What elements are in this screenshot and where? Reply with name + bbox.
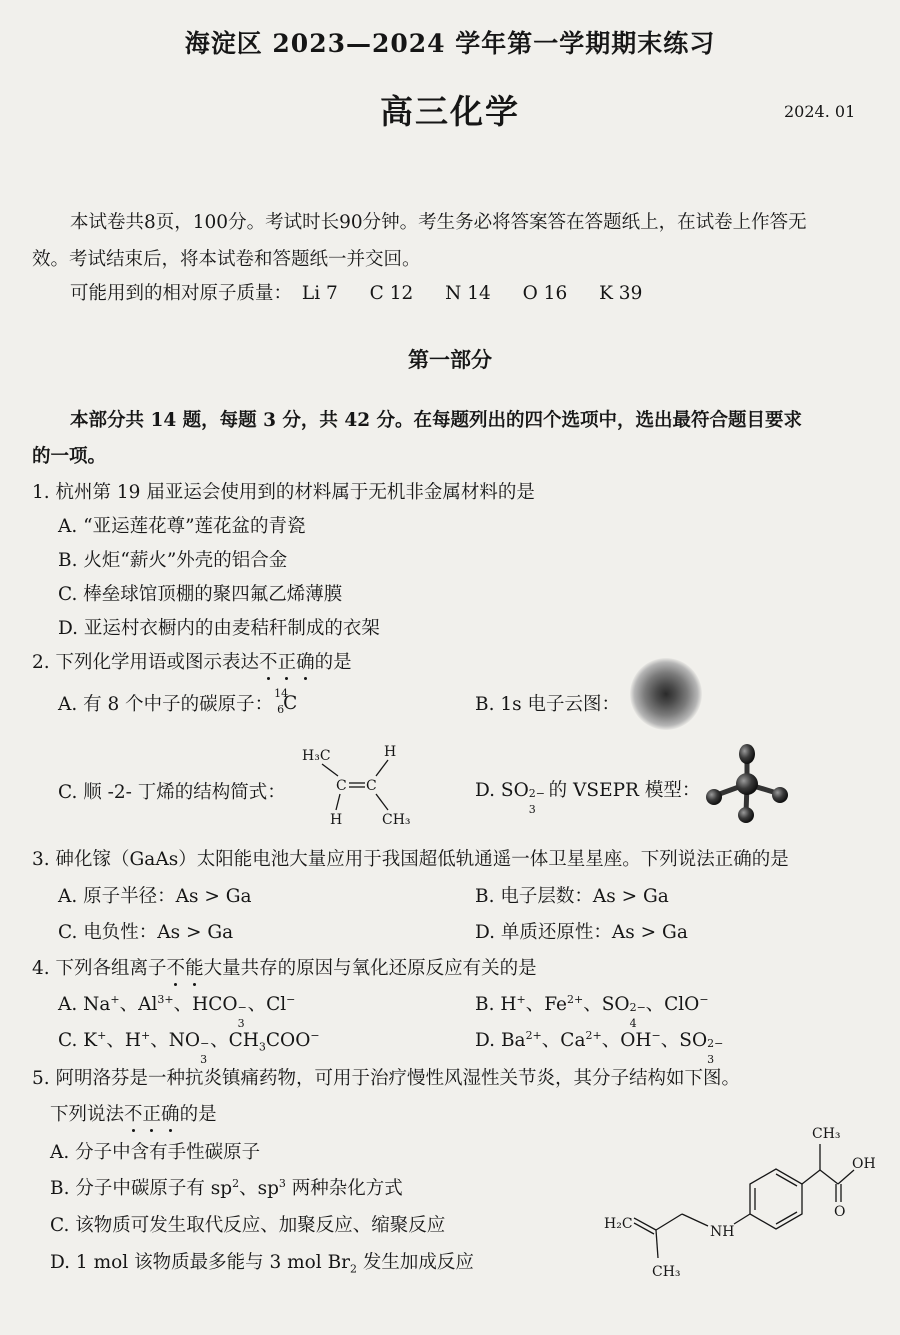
struct-ch3: CH₃ [382,812,411,828]
emphasis-char: 确 [161,1100,180,1126]
atomic-mass-line [70,279,642,305]
section-intro-line-2: 的一项。 [32,446,107,467]
q5-stem: 5. 阿明洛芬是一种抗炎镇痛药物，可用于治疗慢性风湿性关节炎，其分子结构如下图。 [32,1068,741,1089]
vsepr-model-image [700,740,795,825]
q4-option-c-label: C. [58,1030,84,1051]
q2-option-b: B. 1s 电子云图： [475,694,621,715]
q4-stem-part-1: 4. 下列各组离子 [32,958,167,979]
q5-option-b-part-3: 两种杂化方式 [285,1178,403,1199]
q3-stem: 3. 砷化镓（GaAs）太阳能电池大量应用于我国超低轨通遥一体卫星星座。下列说法正确的是 [32,849,789,870]
q5-option-d-part-2: 发生加成反应 [357,1252,474,1273]
q2-option-d-formula: D. SO [475,780,529,801]
q4-option-b-label: B. [475,994,501,1015]
atomic-mass-n: N 14 [445,283,491,304]
atomic-mass-o: O 16 [522,283,568,304]
q2-option-a-text: A. 有 8 个中子的碳原子： [58,694,274,715]
q2-stem [32,648,352,674]
instructions-line-1: 本试卷共8页，100分。考试时长90分钟。考生务必将答案答在答题纸上，在试卷上作答无 [70,212,807,233]
q5-option-b-sp2: 2 [232,1176,240,1190]
atomic-mass-li: Li 7 [301,283,338,304]
carbon-14-nuclide: 14 6 C [274,687,298,716]
alminoprofen-structure [598,1118,888,1288]
q1-option-c: C. 棒垒球馆顶棚的聚四氟乙烯薄膜 [58,584,343,605]
emphasis-char: 确 [296,648,315,674]
exam-date: 2024. 01 [784,102,856,121]
emphasis-char: 不 [124,1100,143,1126]
q5-stem-part-1: 下列说法 [50,1104,125,1125]
struct-o: O [834,1204,846,1220]
q5-option-b-part-1: B. 分子中碳原子有 sp [50,1178,233,1199]
struct-c-right: C [366,778,377,794]
q4-emphasis [167,958,204,979]
q4-option-c: C. K+、H+、NO − 3 、$CH_3COO^-$ [58,1028,320,1066]
q2-option-c: C. 顺 -2- 丁烯的结构简式： [58,782,286,803]
struct-h-top: H [384,744,397,760]
q4-option-a-label: A. [58,994,84,1015]
q5-stem-line-2 [50,1100,217,1126]
q5-option-b [50,1174,403,1200]
atomic-mass-label: 可能用到的相对原子质量： [70,283,293,304]
atomic-mass-k: K 39 [599,283,643,304]
q2-emphasis [259,652,315,673]
q5-option-d-br2-sub: 2 [350,1262,358,1276]
q5-option-b-sp3: 3 [278,1176,286,1190]
q5-option-d [50,1248,474,1274]
q3-option-d: D. 单质还原性：As > Ga [475,922,688,943]
q4-stem [32,954,537,980]
1s-electron-cloud-image [630,658,702,730]
section-intro-line-1: 本部分共 14 题，每题 3 分，共 42 分。在每题列出的四个选项中，选出最符合题目要求 [70,410,803,431]
q4-option-d: D. $Ba^{2+}$、$Ca^{2+}$、OH−、SO 2− 3 [475,1028,724,1066]
q5-option-d-part-1: D. 1 mol 该物质最多能与 3 mol Br [50,1252,351,1273]
exam-title: 海淀区 2023—2024 学年第一学期期末练习 [184,29,716,58]
section-title: 第一部分 [408,347,492,372]
emphasis-char: 正 [278,648,297,674]
emphasis-char: 正 [143,1100,162,1126]
q4-option-a: A. Na+、$Al^{3+}$、HCO − 3 、Cl− [58,992,296,1030]
struct-ch3-top: CH₃ [812,1126,841,1142]
q3-option-b: B. 电子层数：As > Ga [475,886,669,907]
q5-emphasis [124,1104,180,1125]
q1-option-d: D. 亚运村衣橱内的由麦秸秆制成的衣架 [58,618,380,639]
struct-c-left: C [336,778,347,794]
q5-option-b-part-2: 、sp [239,1178,279,1199]
struct-h2c: H₂C [604,1216,633,1232]
q1-stem: 1. 杭州第 19 届亚运会使用到的材料属于无机非金属材料的是 [32,482,535,503]
q5-stem-part-2: 的是 [179,1104,217,1125]
q1-option-b: B. 火炬“薪火”外壳的铝合金 [58,550,288,571]
struct-nh: NH [710,1224,735,1240]
q1-option-a: A. “亚运莲花尊”莲花盆的青瓷 [58,516,306,537]
emphasis-char: 不 [259,648,278,674]
struct-h3c: H₃C [302,748,331,764]
q4-option-b: B. H+、$Fe^{2+}$、SO 2− 4 、ClO− [475,992,709,1030]
subject-title: 高三化学 [380,92,520,131]
struct-h-bottom: H [330,812,343,828]
q2-option-a [58,687,298,716]
q2-option-d-text: 的 VSEPR 模型： [542,780,701,801]
q3-option-c: C. 电负性：As > Ga [58,922,234,943]
atomic-mass-c: C 12 [369,283,414,304]
q2-stem-part-2: 的是 [314,652,352,673]
struct-oh: OH [852,1156,876,1172]
q5-option-a: A. 分子中含有手性碳原子 [50,1142,261,1163]
emphasis-char: 能 [185,954,204,980]
struct-ch3-bottom: CH₃ [652,1264,681,1280]
q2-option-d: D. SO 2− 3 的 VSEPR 模型： [475,780,701,816]
q2-stem-part-1: 2. 下列化学用语或图示表达 [32,652,260,673]
cis-2-butene-structure [296,742,426,832]
q3-option-a: A. 原子半径：As > Ga [58,886,252,907]
q4-stem-part-2: 大量共存的原因与氧化还原反应有关的是 [203,958,537,979]
q5-option-c: C. 该物质可发生取代反应、加聚反应、缩聚反应 [50,1215,446,1236]
instructions-line-2: 效。考试结束后，将本试卷和答题纸一并交回。 [32,249,421,270]
q4-option-d-label: D. [475,1030,501,1051]
emphasis-char: 不 [167,954,186,980]
